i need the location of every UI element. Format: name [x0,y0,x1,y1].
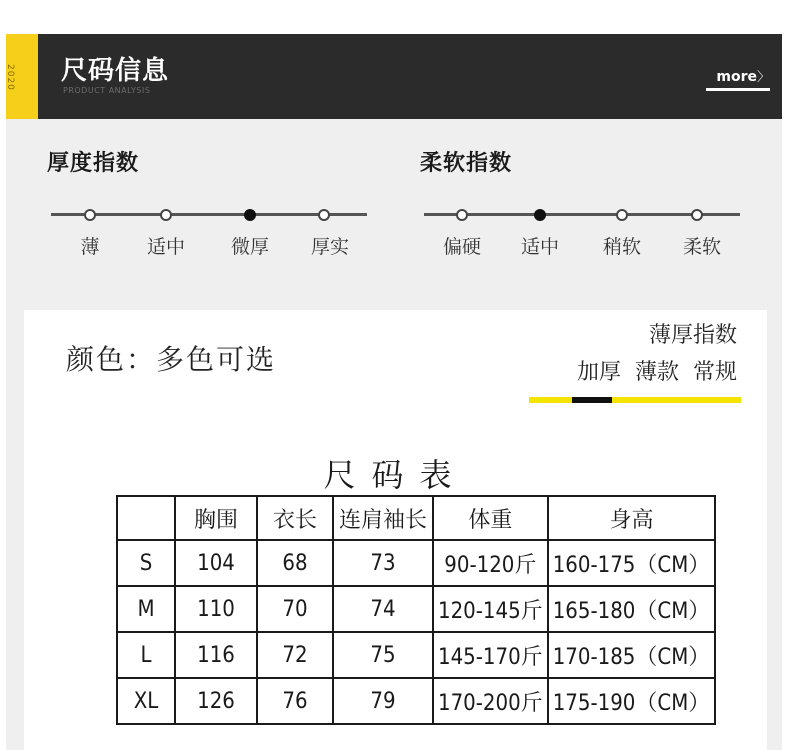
thin-option-label: 薄款 [634,360,679,385]
height-cell: 170-185（CM） [548,632,716,678]
size-cell: S [117,540,175,586]
header-cell: 胸围 [175,496,257,540]
length-cell: 68 [257,540,333,586]
chest-cell: 116 [175,632,257,678]
length-cell: 70 [257,586,333,632]
thin-index-options [563,355,737,386]
thin-index-title: 薄厚指数 [648,323,737,348]
sleeve-cell: 73 [333,540,433,586]
thickness-dot-2-selected[interactable] [244,209,256,221]
sleeve-cell: 74 [333,586,433,632]
softness-dot-1-selected[interactable] [534,209,546,221]
size-cell: M [117,586,175,632]
softness-dot-3[interactable] [691,209,703,221]
sleeve-cell: 79 [333,678,433,724]
size-cell: XL [117,678,175,724]
size-table-title: 尺码表 [323,456,468,494]
weight-cell: 170-200斤 [433,678,548,724]
thickness-option-label: 适中 [146,236,185,258]
color-availability: 颜色：多色可选 [66,343,277,376]
banner-year: 2020 [5,64,15,91]
header-cell: 衣长 [257,496,333,540]
table-row [117,586,715,632]
weight-cell: 90-120斤 [433,540,548,586]
thickness-dot-1[interactable] [160,209,172,221]
header-cell: 连肩袖长 [333,496,433,540]
length-cell: 76 [257,678,333,724]
header-cell [117,496,175,540]
thickness-option-label: 薄 [80,236,100,258]
softness-option-label: 适中 [520,236,559,258]
thin-index-bar [529,397,741,403]
thickness-option-label: 厚实 [310,236,349,258]
thin-option-label: 加厚 [576,360,621,385]
header-cell: 身高 [548,496,716,540]
chevron-right-icon: 〉 [756,70,770,85]
table-row [117,678,715,724]
more-label: more [716,69,757,85]
thickness-dot-0[interactable] [84,209,96,221]
thin-option-label: 常规 [692,360,737,385]
sleeve-cell: 75 [333,632,433,678]
softness-option-label: 偏硬 [442,236,481,258]
header-banner [6,34,782,119]
table-row [117,632,715,678]
height-cell: 165-180（CM） [548,586,716,632]
softness-option-label: 稍软 [602,236,641,258]
more-underline [706,88,770,91]
height-cell: 160-175（CM） [548,540,716,586]
chest-cell: 104 [175,540,257,586]
softness-option-label: 柔软 [682,236,721,258]
softness-dot-2[interactable] [616,209,628,221]
banner-title: 尺码信息 [61,56,170,86]
banner-subtitle: PRODUCT ANALYSIS [63,86,151,95]
thin-index-selected-marker [572,397,612,403]
size-table [116,495,716,725]
length-cell: 72 [257,632,333,678]
softness-index [420,146,512,177]
header-cell: 体重 [433,496,548,540]
size-table-header-row [117,496,715,540]
size-cell: L [117,632,175,678]
thickness-dot-3[interactable] [318,209,330,221]
chest-cell: 110 [175,586,257,632]
weight-cell: 120-145斤 [433,586,548,632]
table-row [117,540,715,586]
softness-dot-0[interactable] [456,209,468,221]
thickness-index [47,146,139,177]
thickness-option-label: 微厚 [230,236,269,258]
banner-accent-bar [6,34,38,119]
weight-cell: 145-170斤 [433,632,548,678]
chest-cell: 126 [175,678,257,724]
thickness-index-title: 厚度指数 [47,151,140,176]
height-cell: 175-190（CM） [548,678,716,724]
more-link[interactable] [716,66,770,85]
softness-index-title: 柔软指数 [420,151,513,176]
